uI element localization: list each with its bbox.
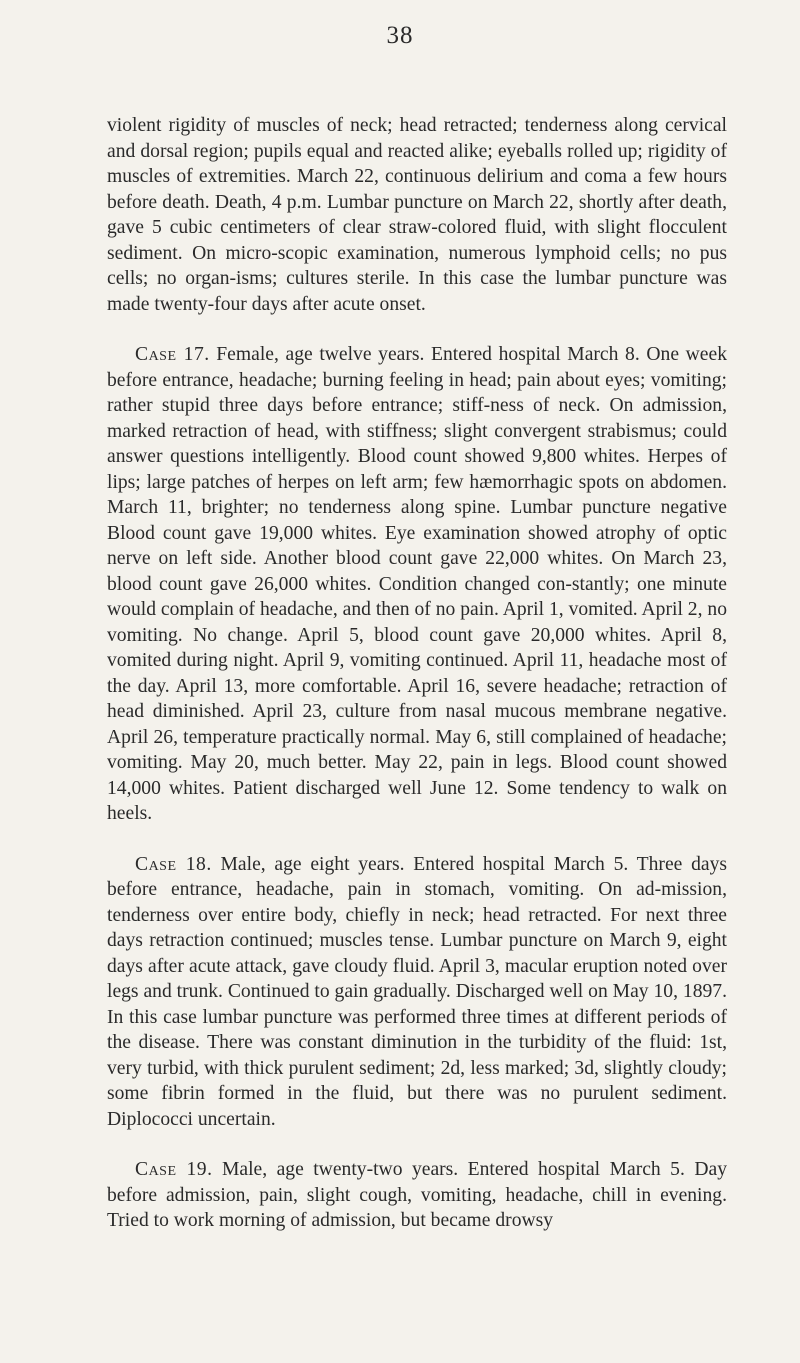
paragraph-case-17 xyxy=(107,342,727,827)
page-number: 38 xyxy=(386,22,414,49)
case-heading: Case 19. xyxy=(135,1159,213,1180)
body-text xyxy=(107,113,727,1234)
paragraph-text: Female, age twelve years. Entered hospital March 8. One week before entrance, headache; burning feeling in head; pain about eyes; vomiting; rather stupid three days before entrance; stiff-ness of neck. On admission, marked retraction of head, with stiffness; slight convergent strabismus; could answer questions intelligently. Blood count showed 9,800 whites. Herpes of lips; large patches of herpes on left arm; few hæmorrhagic spots on abdomen. March 11, brighter; no tenderness along spine. Lumbar puncture negative Blood count gave 19,000 whites. Eye examination showed atrophy of optic nerve on left side. Another blood count gave 22,000 whites. On March 23, blood count gave 26,000 whites. Condition changed con-stantly; one minute would complain of headache, and then of no pain. April 1, vomited. April 2, no vomiting. No change. April 5, blood count gave 20,000 whites. April 8, vomited during night. April 9, vomiting continued. April 11, headache most of the day. April 13, more comfortable. April 16, severe headache; retraction of head diminished. April 23, culture from nasal mucous membrane negative. April 26, temperature practically normal. May 6, still complained of headache; vomiting. May 20, much better. May 22, pain in legs. Blood count showed 14,000 whites. Patient discharged well June 12. Some tendency to walk on heels. xyxy=(107,344,727,824)
paragraph-text: Male, age eight years. Entered hospital March 5. Three days before entrance, headache, pain in stomach, vomiting. On ad-mission, tenderness over entire body, chiefly in neck; head retracted. For next three days retraction continued; muscles tense. Lumbar puncture on March 9, eight days after acute attack, gave cloudy fluid. April 3, macular eruption noted over legs and trunk. Continued to gain gradually. Discharged well on May 10, 1897. In this case lumbar puncture was performed three times at different periods of the disease. There was constant diminution in the turbidity of the fluid: 1st, very turbid, with thick purulent sediment; 2d, less marked; 3d, slightly cloudy; some fibrin formed in the fluid, but there was no purulent sediment. Diplococci uncertain. xyxy=(107,853,727,1130)
paragraph-text: violent rigidity of muscles of neck; head retracted; tenderness along cervical and dorsal region; pupils equal and reacted alike; eyeballs rolled up; rigidity of muscles of extremities. March 22, continuous delirium and coma a few hours before death. Death, 4 p.m. Lumbar puncture on March 22, shortly after death, gave 5 cubic centimeters of clear straw-colored fluid, with slight flocculent sediment. On micro-scopic examination, numerous lymphoid cells; no pus cells; no organ-isms; cultures sterile. In this case the lumbar puncture was made twenty-four days after acute onset. xyxy=(107,115,727,315)
paragraph-case-18 xyxy=(107,852,727,1133)
paragraph-text: Male, age twenty-two years. Entered hospital March 5. Day before admission, pain, slight cough, vomiting, headache, chill in evening. Tried to work morning of admission, but became drowsy xyxy=(107,1159,727,1231)
paragraph-case-19 xyxy=(107,1157,727,1234)
case-heading: Case 17. xyxy=(135,344,210,365)
paragraph-continuation xyxy=(107,113,727,317)
case-heading: Case 18. xyxy=(135,853,212,875)
